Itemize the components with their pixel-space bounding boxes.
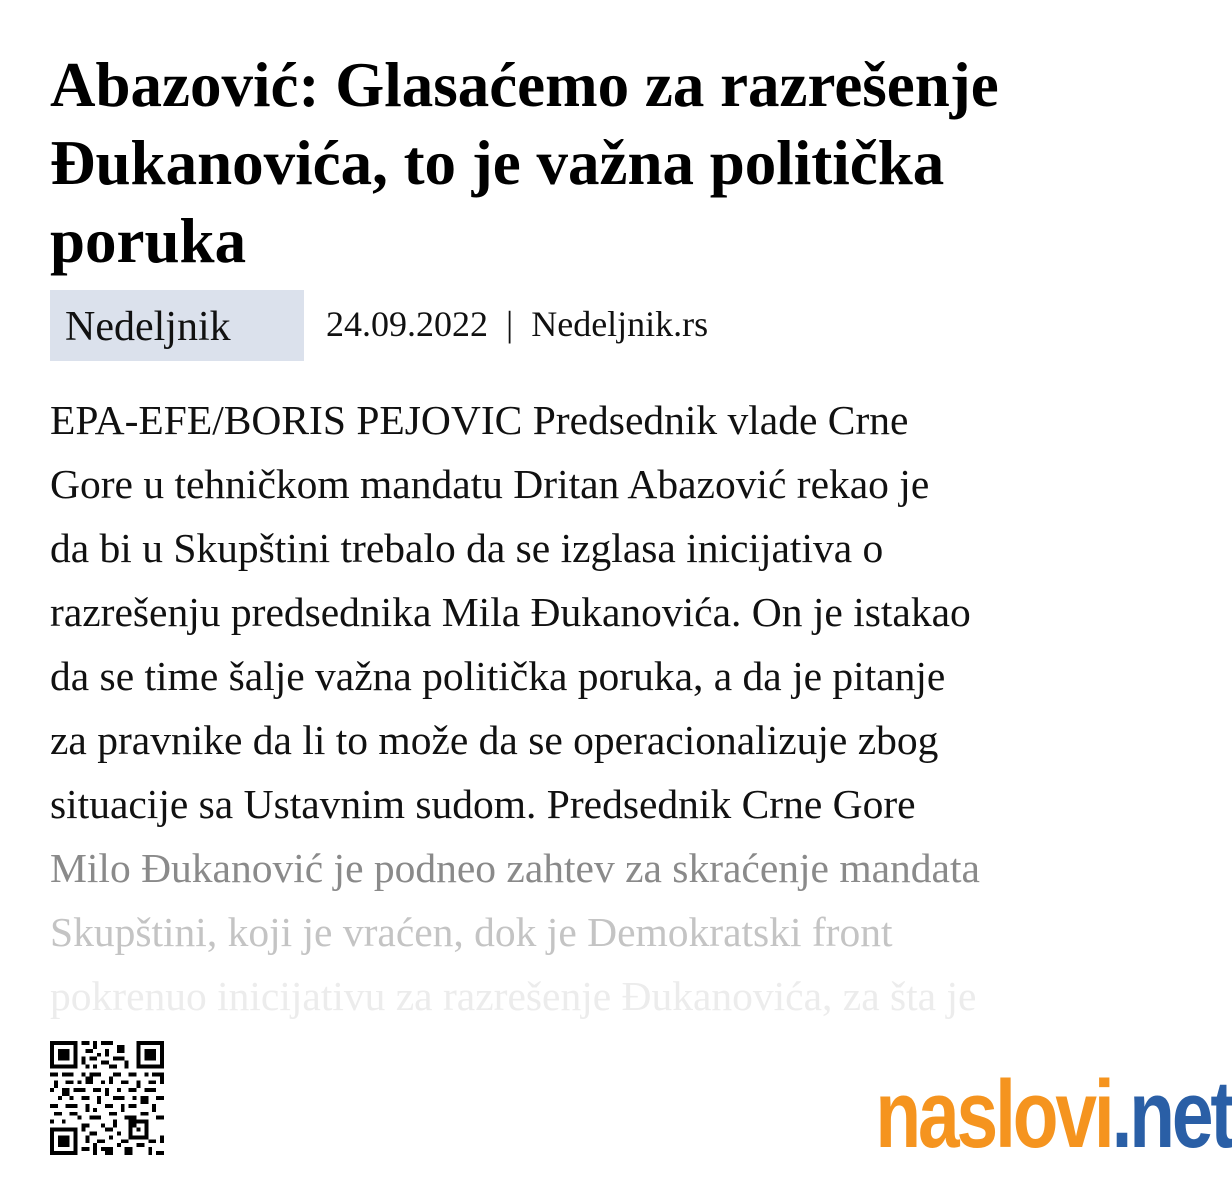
naslovi-net-logo[interactable] [875,1060,1232,1170]
body-line: da bi u Skupštini trebalo da se izglasa inicijativa o [50,525,884,571]
body-line: za pravnike da li to može da se operacionalizuje zbog [50,717,939,763]
publish-date: 24.09.2022 [326,304,488,344]
body-line: Gore u tehničkom mandatu Dritan Abazović rekao je [50,461,930,507]
body-line: da se time šalje važna politička poruka, a da je pitanje [50,653,946,699]
article-meta [50,290,1150,362]
body-line: situacije sa Ustavnim sudom. Predsednik Crne Gore [50,781,916,827]
body-line: razrešenju predsednika Mila Đukanovića. On je istakao [50,589,971,635]
logo-text-naslovi: naslovi [875,1061,1112,1168]
body-line-faded: Milo Đukanović je podneo zahtev za skraćenje mandata [50,845,980,891]
article-headline[interactable]: Abazović: Glasaćemo za razrešenje Đukanovića, to je važna politička poruka [50,50,999,276]
meta-separator: | [506,304,514,344]
body-line-faded: Skupštini, koji je vraćen, dok je Demokratski front [50,909,893,955]
source-badge[interactable]: Nedeljnik [50,290,304,361]
logo-text-net: .net [1111,1061,1232,1168]
source-site-link[interactable]: Nedeljnik.rs [531,304,709,344]
meta-line [326,302,708,346]
qr-code-icon[interactable] [50,1041,164,1155]
article-body [50,388,1160,1018]
body-line: EPA-EFE/BORIS PEJOVIC Predsednik vlade Crne [50,397,909,443]
body-line-faded: pokrenuo inicijativu za razrešenje Đukanovića, za šta je [50,973,977,1019]
